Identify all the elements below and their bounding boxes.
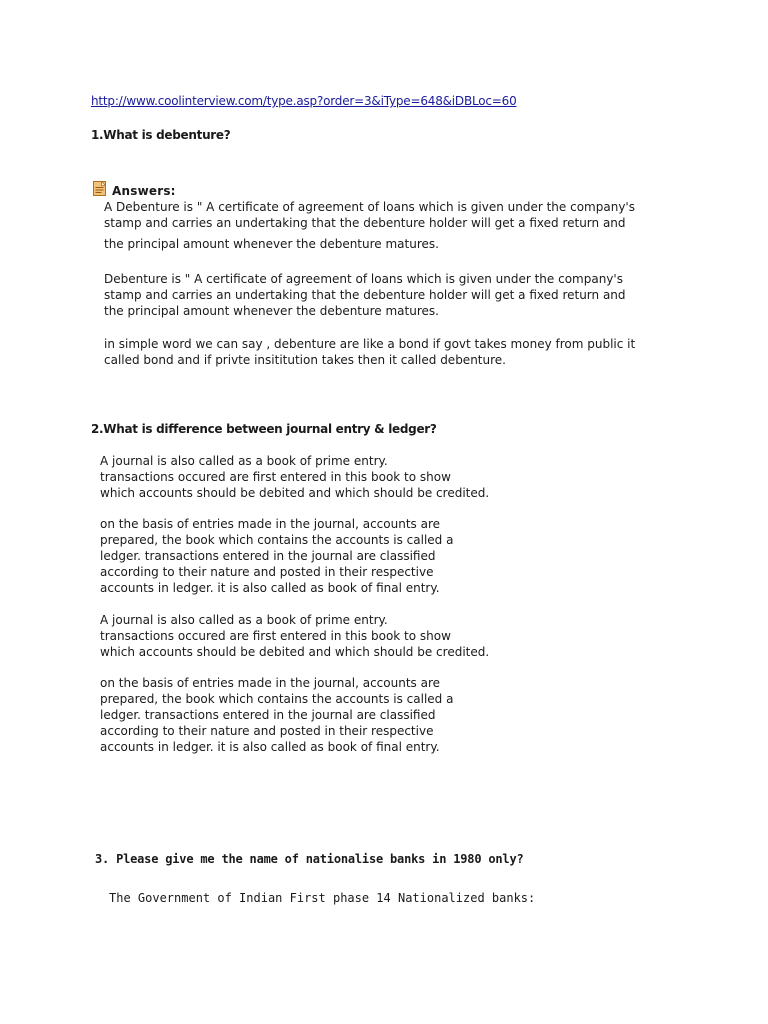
text-line: the principal amount whenever the debenture matures. xyxy=(104,237,439,251)
text-line: A Debenture is " A certificate of agreement of loans which is given under the company's xyxy=(104,200,635,214)
text-line: according to their nature and posted in their respective xyxy=(100,565,434,579)
q2-answer-block-4 xyxy=(100,675,453,755)
question-1-title: 1.What is debenture? xyxy=(91,128,231,142)
source-link[interactable]: http://www.coolinterview.com/type.asp?order=3&iType=648&iDBLoc=60 xyxy=(91,94,517,108)
text-line: the principal amount whenever the debenture matures. xyxy=(104,304,439,318)
text-line: accounts in ledger. it is also called as book of final entry. xyxy=(100,740,440,754)
text-line: stamp and carries an undertaking that the debenture holder will get a fixed return and xyxy=(104,216,626,230)
text-line: transactions occured are first entered in this book to show xyxy=(100,470,451,484)
text-line: A journal is also called as a book of prime entry. xyxy=(100,454,388,468)
q1-answer-para-3 xyxy=(104,336,635,368)
text-line: A journal is also called as a book of prime entry. xyxy=(100,613,388,627)
q2-answer-block-3 xyxy=(100,612,489,660)
text-line: called bond and if privte insititution takes then it called debenture. xyxy=(104,353,506,367)
text-line: accounts in ledger. it is also called as book of final entry. xyxy=(100,581,440,595)
text-line: which accounts should be debited and which should be credited. xyxy=(100,645,490,659)
question-2-title: 2.What is difference between journal entry & ledger? xyxy=(91,422,437,436)
q3-answer: The Government of Indian First phase 14 Nationalized banks: xyxy=(109,891,536,905)
text-line: transactions occured are first entered in this book to show xyxy=(100,629,451,643)
text-line: Debenture is " A certificate of agreement of loans which is given under the company's xyxy=(104,272,623,286)
q1-answer-para-1 xyxy=(104,199,635,252)
text-line: prepared, the book which contains the accounts is called a xyxy=(100,692,454,706)
q2-answer-block-1 xyxy=(100,453,489,501)
question-3-title: 3. Please give me the name of nationalise banks in 1980 only? xyxy=(95,852,524,866)
text-line: ledger. transactions entered in the journal are classified xyxy=(100,549,436,563)
text-line: in simple word we can say , debenture are like a bond if govt takes money from public it xyxy=(104,337,636,351)
text-line: ledger. transactions entered in the journal are classified xyxy=(100,708,436,722)
text-line: on the basis of entries made in the journal, accounts are xyxy=(100,517,441,531)
answer-document-icon xyxy=(93,181,106,196)
text-line: on the basis of entries made in the journal, accounts are xyxy=(100,676,441,690)
answers-label: Answers: xyxy=(112,184,176,198)
text-line: prepared, the book which contains the accounts is called a xyxy=(100,533,454,547)
text-line: which accounts should be debited and which should be credited. xyxy=(100,486,490,500)
q1-answer-para-2 xyxy=(104,271,626,319)
text-line: according to their nature and posted in their respective xyxy=(100,724,434,738)
q2-answer-block-2 xyxy=(100,516,453,596)
text-line: stamp and carries an undertaking that the debenture holder will get a fixed return and xyxy=(104,288,626,302)
